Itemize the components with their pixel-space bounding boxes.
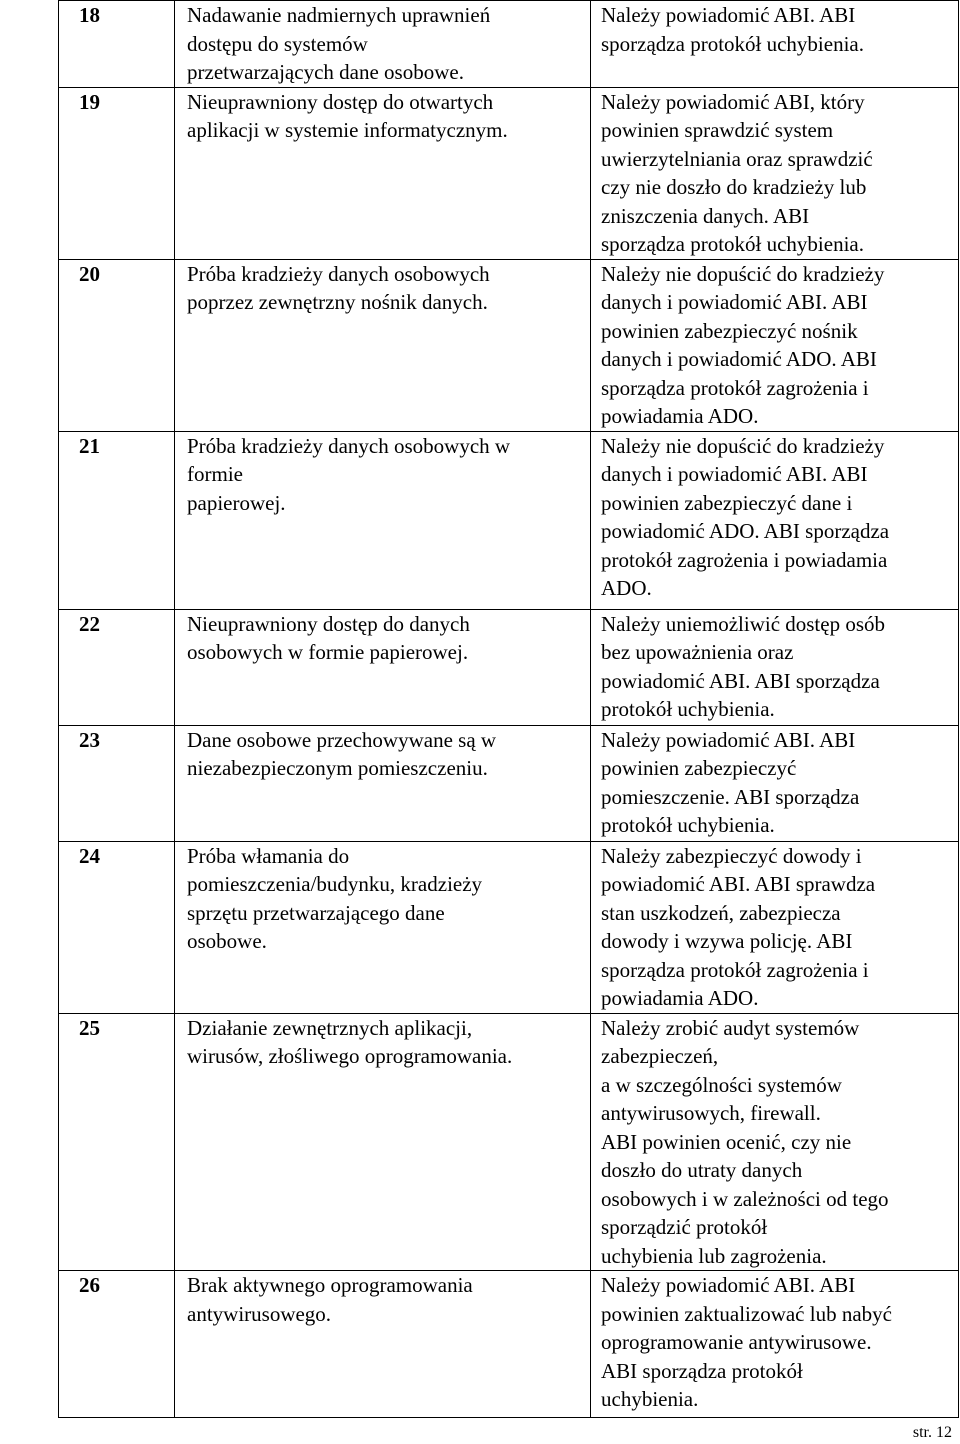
threat-cell bbox=[175, 1013, 591, 1271]
threat-cell bbox=[175, 259, 591, 431]
table-row bbox=[59, 1013, 959, 1271]
threat-text: Dane osobowe przechowywane są w niezabezpieczonym pomieszczeniu. bbox=[187, 727, 497, 780]
threat-text: Działanie zewnętrznych aplikacji, wirusów, złośliwego oprogramowania. bbox=[187, 1015, 513, 1068]
row-number: 21 bbox=[79, 433, 100, 458]
table-row bbox=[59, 259, 959, 431]
threat-cell bbox=[175, 1, 591, 88]
row-number-cell bbox=[59, 725, 175, 841]
threat-cell bbox=[175, 609, 591, 725]
action-text: Należy nie dopuścić do kradzieży danych i powiadomić ABI. ABI powinien zabezpieczyć nośnik danych i powiadomić ADO. ABI sporządza protokół zagrożenia i powiadamia ADO. bbox=[601, 261, 885, 428]
table-row bbox=[59, 725, 959, 841]
table-row bbox=[59, 609, 959, 725]
threat-cell bbox=[175, 1271, 591, 1418]
action-cell bbox=[591, 609, 959, 725]
table-row bbox=[59, 1271, 959, 1418]
table-row bbox=[59, 1, 959, 88]
row-number: 26 bbox=[79, 1273, 100, 1297]
action-text: Należy powiadomić ABI. ABI sporządza protokół uchybienia. bbox=[601, 3, 864, 56]
row-number-cell bbox=[59, 431, 175, 609]
action-cell bbox=[591, 431, 959, 609]
action-text: Należy nie dopuścić do kradzieży danych i powiadomić ABI. ABI powinien zabezpieczyć dane i powiadomić ADO. ABI sporządza protokół zagrożenia i powiadamia ADO. bbox=[601, 433, 890, 600]
row-number: 23 bbox=[79, 727, 100, 752]
row-number-cell bbox=[59, 609, 175, 725]
threat-cell bbox=[175, 841, 591, 1013]
threat-text: Brak aktywnego oprogramowania antywirusowego. bbox=[187, 1273, 473, 1326]
action-cell bbox=[591, 725, 959, 841]
row-number-cell bbox=[59, 259, 175, 431]
threat-text: Próba włamania do pomieszczenia/budynku, kradzieży sprzętu przetwarzającego dane osobowe. bbox=[187, 843, 483, 953]
action-text: Należy zrobić audyt systemów zabezpieczeń, a w szczególności systemów antywirusowych, firewall. ABI powinien ocenić, czy nie doszło do utraty danych osobowych i w zależności od tego sporządzić protokół uchybienia lub zagrożenia. bbox=[601, 1015, 889, 1268]
action-cell bbox=[591, 87, 959, 259]
row-number: 19 bbox=[79, 89, 100, 114]
threat-text: Próba kradzieży danych osobowych poprzez zewnętrzny nośnik danych. bbox=[187, 261, 490, 314]
row-number-cell bbox=[59, 1, 175, 88]
threat-text: Nadawanie nadmiernych uprawnień dostępu do systemów przetwarzających dane osobowe. bbox=[187, 3, 491, 84]
threat-text: Próba kradzieży danych osobowych w formie papierowej. bbox=[187, 433, 511, 515]
row-number-cell bbox=[59, 1271, 175, 1418]
action-text: Należy zabezpieczyć dowody i powiadomić ABI. ABI sprawdza stan uszkodzeń, zabezpiecza dowody i wzywa policję. ABI sporządza protokół zagrożenia i powiadamia ADO. bbox=[601, 843, 876, 1010]
row-number-cell bbox=[59, 841, 175, 1013]
action-cell bbox=[591, 1271, 959, 1418]
row-number: 18 bbox=[79, 3, 100, 27]
action-cell bbox=[591, 1013, 959, 1271]
action-text: Należy uniemożliwić dostęp osób bez upoważnienia oraz powiadomić ABI. ABI sporządza protokół uchybienia. bbox=[601, 611, 886, 721]
page-number: str. 12 bbox=[912, 1424, 952, 1441]
action-text: Należy powiadomić ABI. ABI powinien zaktualizować lub nabyć oprogramowanie antywirusowe. ABI sporządza protokół uchybienia. bbox=[601, 1273, 892, 1411]
threat-text: Nieuprawniony dostęp do otwartych aplikacji w systemie informatycznym. bbox=[187, 89, 508, 142]
action-text: Należy powiadomić ABI. ABI powinien zabezpieczyć pomieszczenie. ABI sporządza protokół uchybienia. bbox=[601, 727, 860, 837]
table-row bbox=[59, 87, 959, 259]
row-number: 20 bbox=[79, 261, 100, 286]
row-number: 24 bbox=[79, 843, 100, 868]
row-number: 22 bbox=[79, 611, 100, 636]
table-row bbox=[59, 841, 959, 1013]
action-cell bbox=[591, 841, 959, 1013]
incident-table bbox=[58, 0, 959, 1418]
action-cell bbox=[591, 1, 959, 88]
action-cell bbox=[591, 259, 959, 431]
threat-text: Nieuprawniony dostęp do danych osobowych w formie papierowej. bbox=[187, 611, 470, 664]
threat-cell bbox=[175, 431, 591, 609]
threat-cell bbox=[175, 725, 591, 841]
action-text: Należy powiadomić ABI, który powinien sprawdzić system uwierzytelniania oraz sprawdzić czy nie doszło do kradzieży lub zniszczenia danych. ABI sporządza protokół uchybienia. bbox=[601, 89, 873, 256]
table-row bbox=[59, 431, 959, 609]
row-number: 25 bbox=[79, 1015, 100, 1040]
row-number-cell bbox=[59, 1013, 175, 1271]
row-number-cell bbox=[59, 87, 175, 259]
threat-cell bbox=[175, 87, 591, 259]
